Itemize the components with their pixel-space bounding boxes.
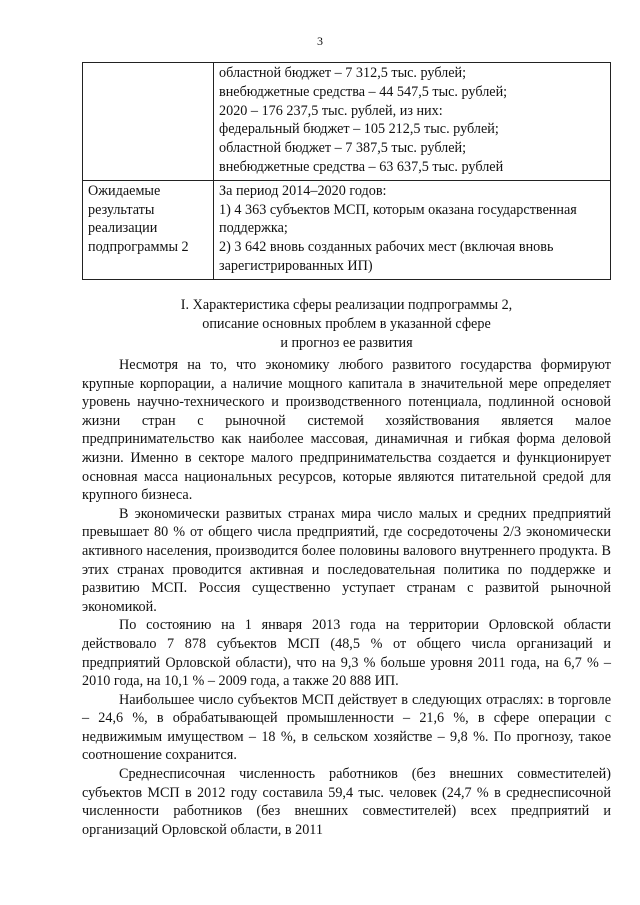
paragraph: По состоянию на 1 января 2013 года на территории Орловской области действовало 7 878 субъектов МСП (48,5 % от общего числа организаций и предприятий Орловской области), что на 9,3 % больше уровня 2011 года, на 6,7 % – 2010 года, на 10,1 % – 2009 года, а также 20 888 ИП. bbox=[82, 617, 611, 690]
table-line: поддержка; bbox=[219, 220, 288, 237]
table-line: внебюджетные средства – 44 547,5 тыс. рублей; bbox=[219, 83, 508, 100]
table-line: федеральный бюджет – 105 212,5 тыс. рублей; bbox=[219, 121, 499, 138]
table-line: 2) 3 642 вновь созданных рабочих мест (включая вновь bbox=[219, 239, 554, 256]
table-line: 1) 4 363 субъектов МСП, которым оказана государственная bbox=[219, 201, 577, 218]
table-row bbox=[83, 180, 611, 279]
table-line: зарегистрированных ИП) bbox=[219, 257, 373, 274]
table-cell-label bbox=[83, 63, 214, 181]
heading-line: и прогноз ее развития bbox=[280, 335, 413, 352]
table-line: За период 2014–2020 годов: bbox=[219, 182, 387, 199]
table-line: реализации bbox=[88, 220, 158, 237]
paragraph: В экономически развитых странах мира число малых и средних предприятий превышает 80 % от общего числа предприятий, где сосредоточены 2/3 экономически активного населения, производится более половины валового внутреннего продукта. В этих странах проводится активная и последовательная политика по поддержке и развитию МСП. Россия существенно уступает странам с развитой рыночной экономикой. bbox=[82, 505, 611, 615]
table-cell-label bbox=[83, 180, 214, 279]
table-line: областной бюджет – 7 312,5 тыс. рублей; bbox=[219, 65, 467, 81]
table-line: 2020 – 176 237,5 тыс. рублей, из них: bbox=[219, 102, 443, 119]
table-row bbox=[83, 63, 611, 181]
body-text bbox=[82, 356, 611, 839]
paragraph: Несмотря на то, что экономику любого развитого государства формируют крупные корпорации, а наличие мощного капитала в значительной мере определяет уровень научно-технического и производственного потенциала, подлинной основой жизни стран с рыночной системой хозяйствования является малое предпринимательство как наиболее массовая, динамичная и гибкая форма деловой жизни. Именно в секторе малого предпринимательства создается и функционирует основная масса национальных ресурсов, которые являются питательной средой для крупного бизнеса. bbox=[82, 357, 611, 504]
table-line: подпрограммы 2 bbox=[88, 239, 189, 256]
table-line: Ожидаемые bbox=[88, 182, 161, 199]
table-line: внебюджетные средства – 63 637,5 тыс. рублей bbox=[219, 158, 504, 175]
table-line: результаты bbox=[88, 201, 155, 218]
heading-line: I. Характеристика сферы реализации подпрограммы 2, bbox=[180, 297, 513, 313]
paragraph: Среднесписочная численность работников (без внешних совместителей) субъектов МСП в 2012 году составила 59,4 тыс. человек (24,7 % в среднесписочной численности работников (без внешних совместителей) всех предприятий и организаций Орловской области, в 2011 bbox=[82, 766, 611, 838]
table-cell-value bbox=[214, 63, 611, 181]
table-cell-value bbox=[214, 180, 611, 279]
subprogram-passport-table bbox=[82, 62, 611, 280]
paragraph: Наибольшее число субъектов МСП действует в следующих отраслях: в торговле – 24,6 %, в обрабатывающей промышленности – 21,6 %, в сфере операции с недвижимым имуществом – 18 %, в сельском хозяйстве – 9,8 %. По прогнозу, такое соотношение сохранится. bbox=[82, 691, 611, 764]
section-heading bbox=[82, 296, 611, 354]
heading-line: описание основных проблем в указанной сфере bbox=[202, 316, 491, 333]
table-line: областной бюджет – 7 387,5 тыс. рублей; bbox=[219, 140, 467, 157]
page-number: 3 bbox=[317, 34, 323, 48]
